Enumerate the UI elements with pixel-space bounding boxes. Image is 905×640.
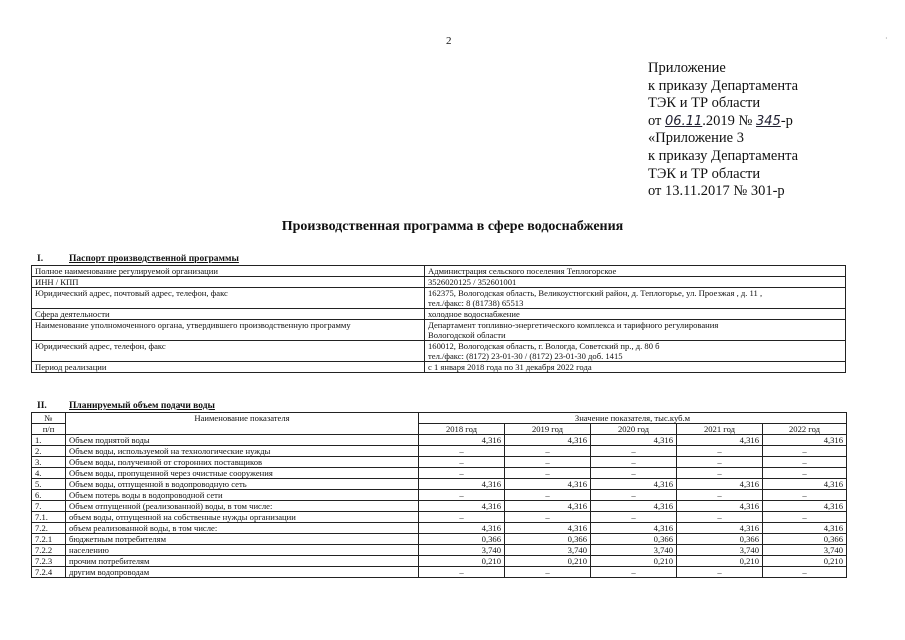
appendix-line: от 13.11.2017 № 301-р xyxy=(648,183,785,200)
row-value: – xyxy=(591,490,677,501)
table-row xyxy=(32,501,847,512)
handwritten-number: 345 xyxy=(755,113,781,129)
passport-row xyxy=(32,341,846,362)
row-number: 7. xyxy=(32,501,66,512)
passport-value xyxy=(425,320,846,341)
row-value: – xyxy=(419,490,505,501)
row-name: Объем воды, используемой на технологические нужды xyxy=(66,446,419,457)
row-value: – xyxy=(763,512,847,523)
header-value: Значение показателя, тыс.куб.м xyxy=(419,413,847,424)
appendix-line: к приказу Департамента xyxy=(648,147,799,164)
header-year: 2022 год xyxy=(763,424,847,435)
order-prefix: от xyxy=(648,112,662,129)
header-num2: п/п xyxy=(32,424,66,435)
row-number: 6. xyxy=(32,490,66,501)
row-value: – xyxy=(763,457,847,468)
row-value: 0,366 xyxy=(419,534,505,545)
row-value: 4,316 xyxy=(591,435,677,446)
row-value: – xyxy=(419,446,505,457)
row-value: 4,316 xyxy=(591,479,677,490)
row-value: – xyxy=(591,512,677,523)
row-value: – xyxy=(591,457,677,468)
row-number: 3. xyxy=(32,457,66,468)
appendix-line: «Приложение 3 xyxy=(648,130,744,147)
row-value: – xyxy=(763,468,847,479)
row-value: 4,316 xyxy=(419,523,505,534)
appendix-order-line xyxy=(648,113,798,131)
table-row xyxy=(32,556,847,567)
row-value: – xyxy=(763,567,847,578)
row-value: – xyxy=(677,512,763,523)
passport-value-line: Вологодской области xyxy=(428,330,506,340)
passport-row xyxy=(32,362,846,373)
passport-row xyxy=(32,309,846,320)
row-number: 7.2.2 xyxy=(32,545,66,556)
order-year: .2019 № xyxy=(702,112,753,129)
order-suffix: -р xyxy=(780,112,793,129)
document-title: Производственная программа в сфере водоснабжения xyxy=(281,219,624,234)
appendix-block xyxy=(648,60,798,201)
row-value: 0,210 xyxy=(763,556,847,567)
passport-value-line: холодное водоснабжение xyxy=(428,309,520,319)
table-row xyxy=(32,479,847,490)
header-year: 2020 год xyxy=(591,424,677,435)
row-value: – xyxy=(677,490,763,501)
row-value: – xyxy=(763,446,847,457)
table-row xyxy=(32,567,847,578)
row-value: 4,316 xyxy=(677,523,763,534)
table-row xyxy=(32,490,847,501)
section2-label: Планируемый объем подачи воды xyxy=(69,401,215,411)
passport-label: Полное наименование регулируемой организации xyxy=(32,266,425,277)
table-row xyxy=(32,534,847,545)
row-value: 0,210 xyxy=(505,556,591,567)
row-value: – xyxy=(419,468,505,479)
passport-value xyxy=(425,362,846,373)
passport-label: Юридический адрес, телефон, факс xyxy=(32,341,425,362)
row-name: объем воды, отпущенной на собственные нужды организации xyxy=(66,512,419,523)
row-value: 4,316 xyxy=(763,435,847,446)
row-name: другим водопроводам xyxy=(66,567,419,578)
row-value: – xyxy=(419,457,505,468)
row-value: 0,210 xyxy=(591,556,677,567)
row-value: – xyxy=(419,512,505,523)
row-value: 4,316 xyxy=(505,523,591,534)
row-value: – xyxy=(505,457,591,468)
row-value: 4,316 xyxy=(591,501,677,512)
section2-number: II. xyxy=(37,401,47,411)
row-value: 0,366 xyxy=(505,534,591,545)
row-value: – xyxy=(591,567,677,578)
row-value: 4,316 xyxy=(419,435,505,446)
table-row xyxy=(32,435,847,446)
row-value: 4,316 xyxy=(677,479,763,490)
row-value: – xyxy=(677,468,763,479)
row-name: бюджетным потребителям xyxy=(66,534,419,545)
table-row xyxy=(32,457,847,468)
row-number: 7.2.4 xyxy=(32,567,66,578)
row-value: 4,316 xyxy=(677,435,763,446)
passport-value-line: Департамент топливно-энергетического комплекса и тарифного регулирования xyxy=(428,320,719,330)
row-value: 3,740 xyxy=(505,545,591,556)
handwritten-month: 11 xyxy=(685,113,703,129)
row-value: 0,210 xyxy=(677,556,763,567)
header-year: 2021 год xyxy=(677,424,763,435)
table-row xyxy=(32,512,847,523)
row-value: – xyxy=(505,490,591,501)
passport-value-line: 160012, Вологодская область, г. Вологда, Советский пр., д. 80 б xyxy=(428,341,660,351)
passport-label: Юридический адрес, почтовый адрес, телефон, факс xyxy=(32,288,425,309)
table-row xyxy=(32,468,847,479)
row-number: 7.1. xyxy=(32,512,66,523)
row-name: Объем отпущенной (реализованной) воды, в том числе: xyxy=(66,501,419,512)
passport-value-line: Администрация сельского поселения Теплогорское xyxy=(428,266,617,276)
row-value: – xyxy=(677,457,763,468)
table-row xyxy=(32,545,847,556)
row-value: – xyxy=(419,567,505,578)
row-value: – xyxy=(505,446,591,457)
row-value: 0,366 xyxy=(763,534,847,545)
passport-label: ИНН / КПП xyxy=(32,277,425,288)
passport-value xyxy=(425,341,846,362)
header-name: Наименование показателя xyxy=(66,413,419,435)
row-number: 7.2. xyxy=(32,523,66,534)
passport-value xyxy=(425,309,846,320)
row-value: 4,316 xyxy=(419,501,505,512)
handwritten-day: 06. xyxy=(665,113,686,129)
row-value: 4,316 xyxy=(763,479,847,490)
row-value: – xyxy=(505,468,591,479)
row-value: 4,316 xyxy=(591,523,677,534)
passport-value xyxy=(425,266,846,277)
passport-value-line: тел./факс: (8172) 23-01-30 / (8172) 23-01-30 доб. 1415 xyxy=(428,351,623,361)
row-value: 4,316 xyxy=(505,435,591,446)
section1-title xyxy=(37,254,239,264)
appendix-line: к приказу Департамента xyxy=(648,77,799,94)
row-value: – xyxy=(591,468,677,479)
row-number: 2. xyxy=(32,446,66,457)
row-name: Объем воды, отпущенной в водопроводную сеть xyxy=(66,479,419,490)
row-number: 7.2.1 xyxy=(32,534,66,545)
section2-title xyxy=(37,401,215,411)
passport-value-line: 3526020125 / 352601001 xyxy=(428,277,517,287)
row-value: – xyxy=(505,512,591,523)
passport-value xyxy=(425,277,846,288)
row-name: Объем потерь воды в водопроводной сети xyxy=(66,490,419,501)
row-name: Объем воды, полученной от сторонних поставщиков xyxy=(66,457,419,468)
appendix-line: ТЭК и ТР области xyxy=(648,95,761,112)
row-number: 4. xyxy=(32,468,66,479)
row-value: 4,316 xyxy=(763,501,847,512)
row-value: – xyxy=(677,446,763,457)
row-value: 3,740 xyxy=(419,545,505,556)
section1-label: Паспорт производственной программы xyxy=(69,254,239,264)
passport-label: Наименование уполномоченного органа, утвердившего производственную программу xyxy=(32,320,425,341)
row-value: 3,740 xyxy=(591,545,677,556)
row-value: – xyxy=(505,567,591,578)
row-value: 4,316 xyxy=(763,523,847,534)
row-name: Объем поднятой воды xyxy=(66,435,419,446)
header-num: № xyxy=(32,413,66,424)
table-row xyxy=(32,523,847,534)
table-row xyxy=(32,446,847,457)
passport-label: Период реализации xyxy=(32,362,425,373)
row-name: населению xyxy=(66,545,419,556)
corner-mark: · xyxy=(885,34,888,43)
row-number: 5. xyxy=(32,479,66,490)
passport-table xyxy=(31,265,846,373)
row-value: 3,740 xyxy=(677,545,763,556)
row-value: 0,366 xyxy=(591,534,677,545)
passport-row xyxy=(32,266,846,277)
passport-row xyxy=(32,277,846,288)
row-value: 4,316 xyxy=(419,479,505,490)
row-value: 0,210 xyxy=(419,556,505,567)
row-value: 4,316 xyxy=(505,479,591,490)
row-number: 1. xyxy=(32,435,66,446)
passport-value-line: тел./факс: 8 (81738) 65513 xyxy=(428,298,524,308)
passport-row xyxy=(32,320,846,341)
row-value: 3,740 xyxy=(763,545,847,556)
row-value: – xyxy=(763,490,847,501)
passport-value xyxy=(425,288,846,309)
row-value: 4,316 xyxy=(505,501,591,512)
passport-value-line: с 1 января 2018 года по 31 декабря 2022 года xyxy=(428,362,592,372)
passport-row xyxy=(32,288,846,309)
appendix-line: ТЭК и ТР области xyxy=(648,165,761,182)
row-number: 7.2.3 xyxy=(32,556,66,567)
row-name: прочим потребителям xyxy=(66,556,419,567)
header-year: 2019 год xyxy=(505,424,591,435)
row-name: объем реализованной воды, в том числе: xyxy=(66,523,419,534)
page-number: 2 xyxy=(446,35,452,47)
water-volume-table xyxy=(31,412,847,578)
appendix-line: Приложение xyxy=(648,60,726,76)
row-value: 4,316 xyxy=(677,501,763,512)
row-name: Объем воды, пропущенной через очистные сооружения xyxy=(66,468,419,479)
header-year: 2018 год xyxy=(419,424,505,435)
passport-value-line: 162375, Вологодская область, Великоустюгский район, д. Теплогорье, ул. Проезжая , д. 11 , xyxy=(428,288,763,298)
row-value: – xyxy=(591,446,677,457)
row-value: 0,366 xyxy=(677,534,763,545)
passport-label: Сфера деятельности xyxy=(32,309,425,320)
section1-number: I. xyxy=(37,254,44,264)
row-value: – xyxy=(677,567,763,578)
